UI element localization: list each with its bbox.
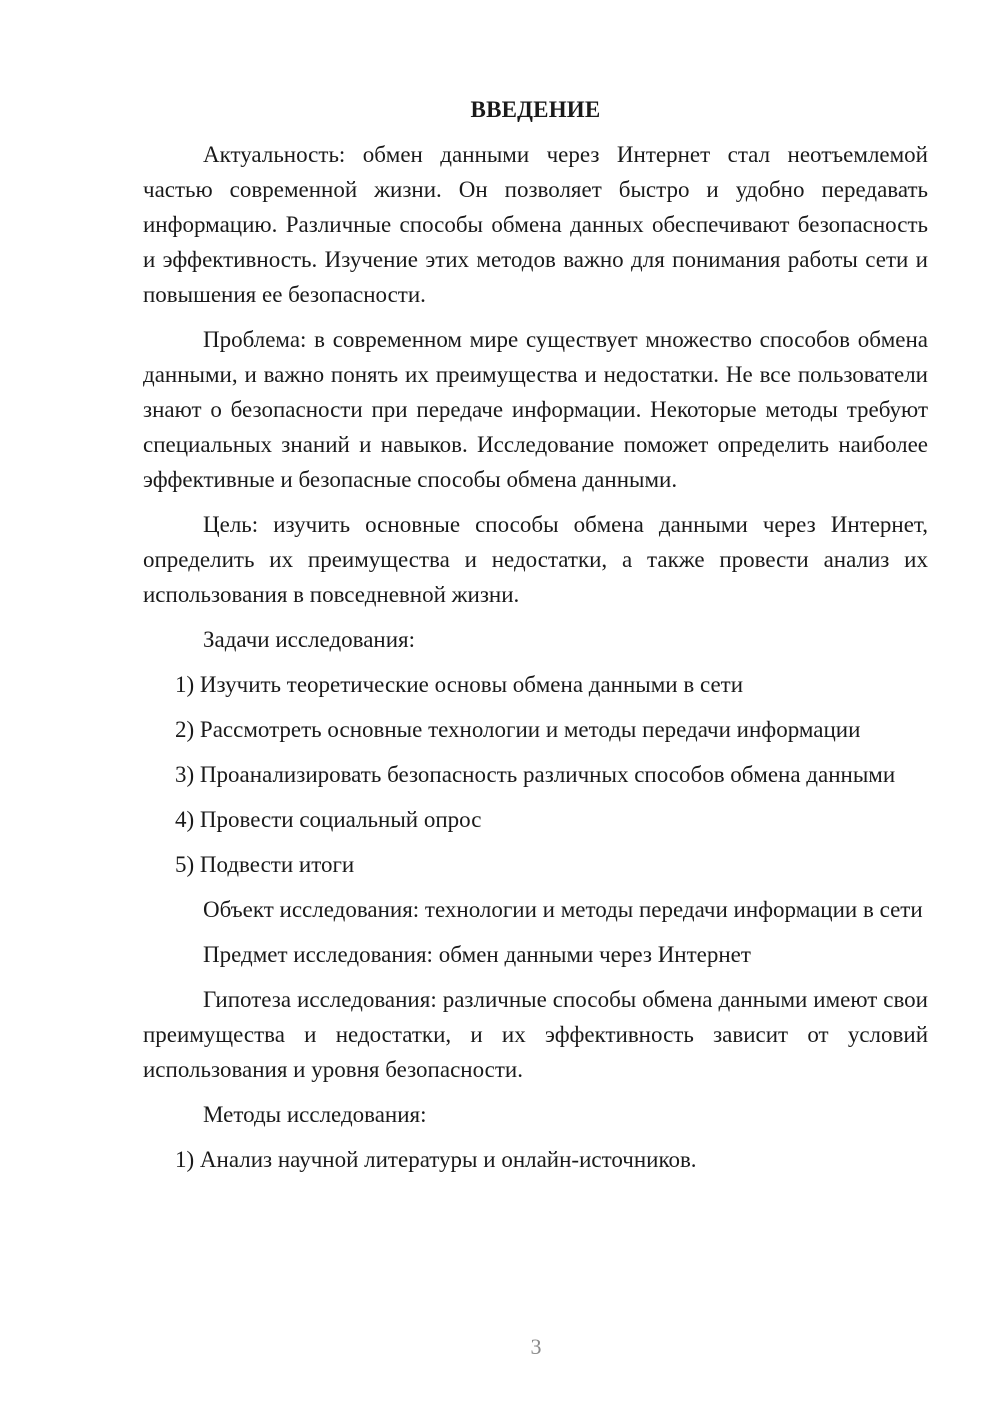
section-title: ВВЕДЕНИЕ xyxy=(470,97,601,122)
tasks-heading: Задачи исследования: xyxy=(203,627,416,652)
hypothesis-paragraph: Гипотеза исследования: различные способы обмена данными имеют свои преимущества и недостатки, и их эффективность зависит от условий использования и уровня безопасности. xyxy=(143,987,928,1082)
problem-paragraph: Проблема: в современном мире существует множество способов обмена данными, и важно понять их преимущества и недостатки. Не все пользователи знают о безопасности при передаче информации. Некоторые методы требуют специальных знаний и навыков. Исследование поможет определить наиболее эффективные и безопасные способы обмена данными. xyxy=(143,327,928,492)
document-page xyxy=(143,92,928,1187)
task-item: 3) Проанализировать безопасность различных способов обмена данными xyxy=(175,762,896,787)
goal-paragraph: Цель: изучить основные способы обмена данными через Интернет, определить их преимущества и недостатки, а также провести анализ их использования в повседневной жизни. xyxy=(143,512,928,607)
methods-heading: Методы исследования: xyxy=(203,1102,427,1127)
relevance-paragraph: Актуальность: обмен данными через Интернет стал неотъемлемой частью современной жизни. Он позволяет быстро и удобно передавать информацию. Различные способы обмена данных обеспечивают безопасность и эффективность. Изучение этих методов важно для понимания работы сети и повышения ее безопасности. xyxy=(143,142,928,307)
method-item: 1) Анализ научной литературы и онлайн-источников. xyxy=(175,1147,697,1172)
task-item: 2) Рассмотреть основные технологии и методы передачи информации xyxy=(175,717,861,742)
page-number: 3 xyxy=(530,1334,542,1359)
object-paragraph: Объект исследования: технологии и методы передачи информации в сети xyxy=(203,897,923,922)
subject-paragraph: Предмет исследования: обмен данными через Интернет xyxy=(203,942,751,967)
task-item: 4) Провести социальный опрос xyxy=(175,807,482,832)
task-item: 1) Изучить теоретические основы обмена данными в сети xyxy=(175,672,744,697)
task-item: 5) Подвести итоги xyxy=(175,852,355,877)
